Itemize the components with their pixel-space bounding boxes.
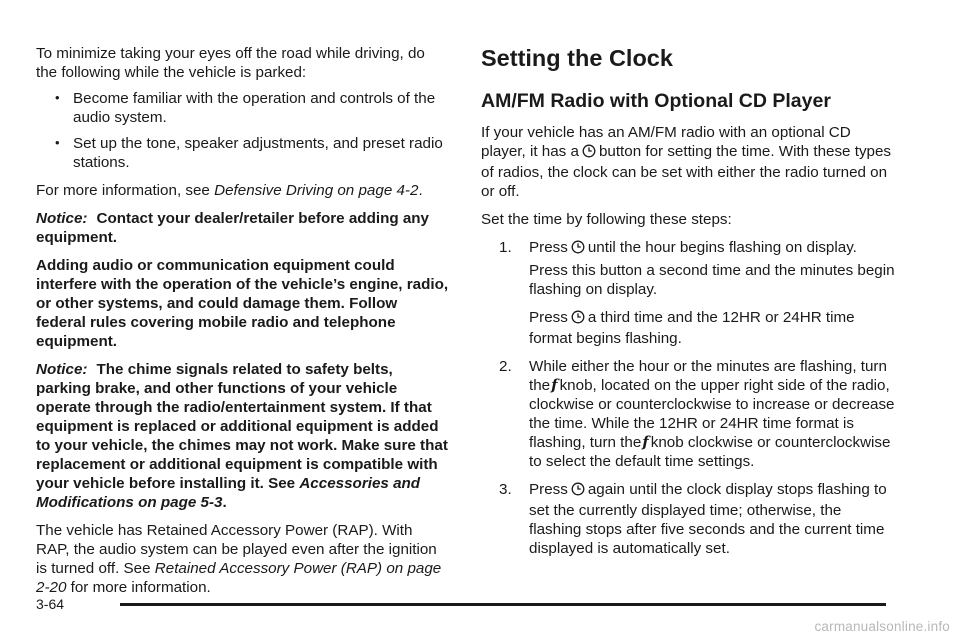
notice-2 — [36, 360, 450, 512]
press-word: Press — [529, 239, 568, 256]
press-word: Press — [529, 481, 568, 498]
step-number: 3. — [499, 481, 512, 498]
step-2 — [499, 357, 897, 471]
notice-2-text: The chime signals related to safety belts, parking brake, and other functions of your vehicle operate through the radio/entertainment system. If that equipment is replaced or additional equipment is added to your vehicle, the chimes may not work. Make sure that replacement or additional equipment is compatible with your vehicle before installing it. See — [36, 361, 448, 492]
notice-2-suffix: . — [222, 494, 227, 511]
rap-text: The vehicle has Retained Accessory Power (RAP). With RAP, the audio system can be played even after the ignition is turned off. See — [36, 522, 437, 577]
section-subtitle: AM/FM Radio with Optional CD Player — [481, 90, 831, 112]
more-info-suffix: . — [418, 182, 423, 199]
rap-paragraph — [36, 521, 450, 597]
notice-label: Notice: — [36, 361, 88, 378]
step-1-third — [499, 308, 897, 348]
notice-1 — [36, 209, 450, 247]
right-column — [481, 44, 897, 558]
rap-suffix: for more information. — [70, 579, 211, 596]
intro-paragraph: To minimize taking your eyes off the road while driving, do the following while the vehicle is parked: — [36, 45, 425, 81]
notice-1-text: Contact your dealer/retailer before adding any equipment. — [36, 210, 430, 246]
step-1 — [499, 238, 897, 259]
steps-intro: Set the time by following these steps: — [481, 211, 732, 228]
step-number: 2. — [499, 358, 512, 375]
page-number: 3-64 — [36, 596, 65, 612]
left-column — [36, 44, 450, 597]
steps-list — [499, 238, 897, 558]
step-number: 1. — [499, 239, 512, 256]
step-2-c: knob clockwise or counterclockwise to select the default time settings. — [529, 434, 891, 470]
press-word: Press — [529, 309, 568, 326]
clock-icon — [571, 482, 585, 501]
step-3-text: again until the clock display stops flashing to set the currently displayed time; otherwise, the flashing stops after five seconds and the current time displayed is automatically set. — [529, 481, 887, 557]
clock-icon — [571, 240, 585, 259]
bullet-item: • Become familiar with the operation and controls of the audio system. — [36, 89, 450, 127]
watermark: carmanualsonline.info — [814, 619, 950, 634]
defensive-driving-link[interactable]: Defensive Driving on page 4-2 — [214, 182, 419, 199]
clock-intro-b: button for setting the time. With these types of radios, the clock can be set with either the radio turned on or off. — [481, 143, 892, 200]
bullet-item: • Set up the tone, speaker adjustments, and preset radio stations. — [36, 134, 450, 172]
step-1-more: Press this button a second time and the minutes begin flashing on display. — [529, 262, 895, 298]
accessories-link[interactable]: Accessories and Modifications on page 5-3 — [36, 475, 421, 511]
more-info-paragraph — [36, 181, 450, 200]
clock-icon — [582, 144, 596, 163]
more-info-prefix: For more information, see — [36, 182, 210, 199]
tune-knob-icon: f — [642, 433, 649, 451]
clock-intro — [481, 123, 897, 201]
step-1-third-text: a third time and the 12HR or 24HR time format begins flashing. — [529, 309, 855, 347]
tune-knob-icon: f — [551, 376, 558, 394]
clock-intro-a: If your vehicle has an AM/FM radio with an optional CD player, it has a — [481, 124, 851, 160]
step-2-a: While either the hour or the minutes are flashing, turn the — [529, 358, 887, 394]
notice-label: Notice: — [36, 210, 88, 227]
step-2-b: knob, located on the upper right side of the radio, clockwise or counterclockwise to increase or decrease the time. While the 12HR or 24HR time format is flashing, turn the — [529, 377, 895, 451]
section-title: Setting the Clock — [481, 45, 673, 71]
step-3 — [499, 480, 897, 558]
rap-link[interactable]: Retained Accessory Power (RAP) on page 2-20 — [36, 560, 442, 596]
step-1-text: until the hour begins flashing on display. — [587, 239, 857, 256]
footer-divider — [120, 603, 886, 606]
clock-icon — [571, 310, 585, 329]
notice-1-body: Adding audio or communication equipment could interfere with the operation of the vehicle’s engine, radio, or other systems, and could damage them. Follow federal rules covering mobile radio and telephone equipment. — [36, 257, 449, 350]
